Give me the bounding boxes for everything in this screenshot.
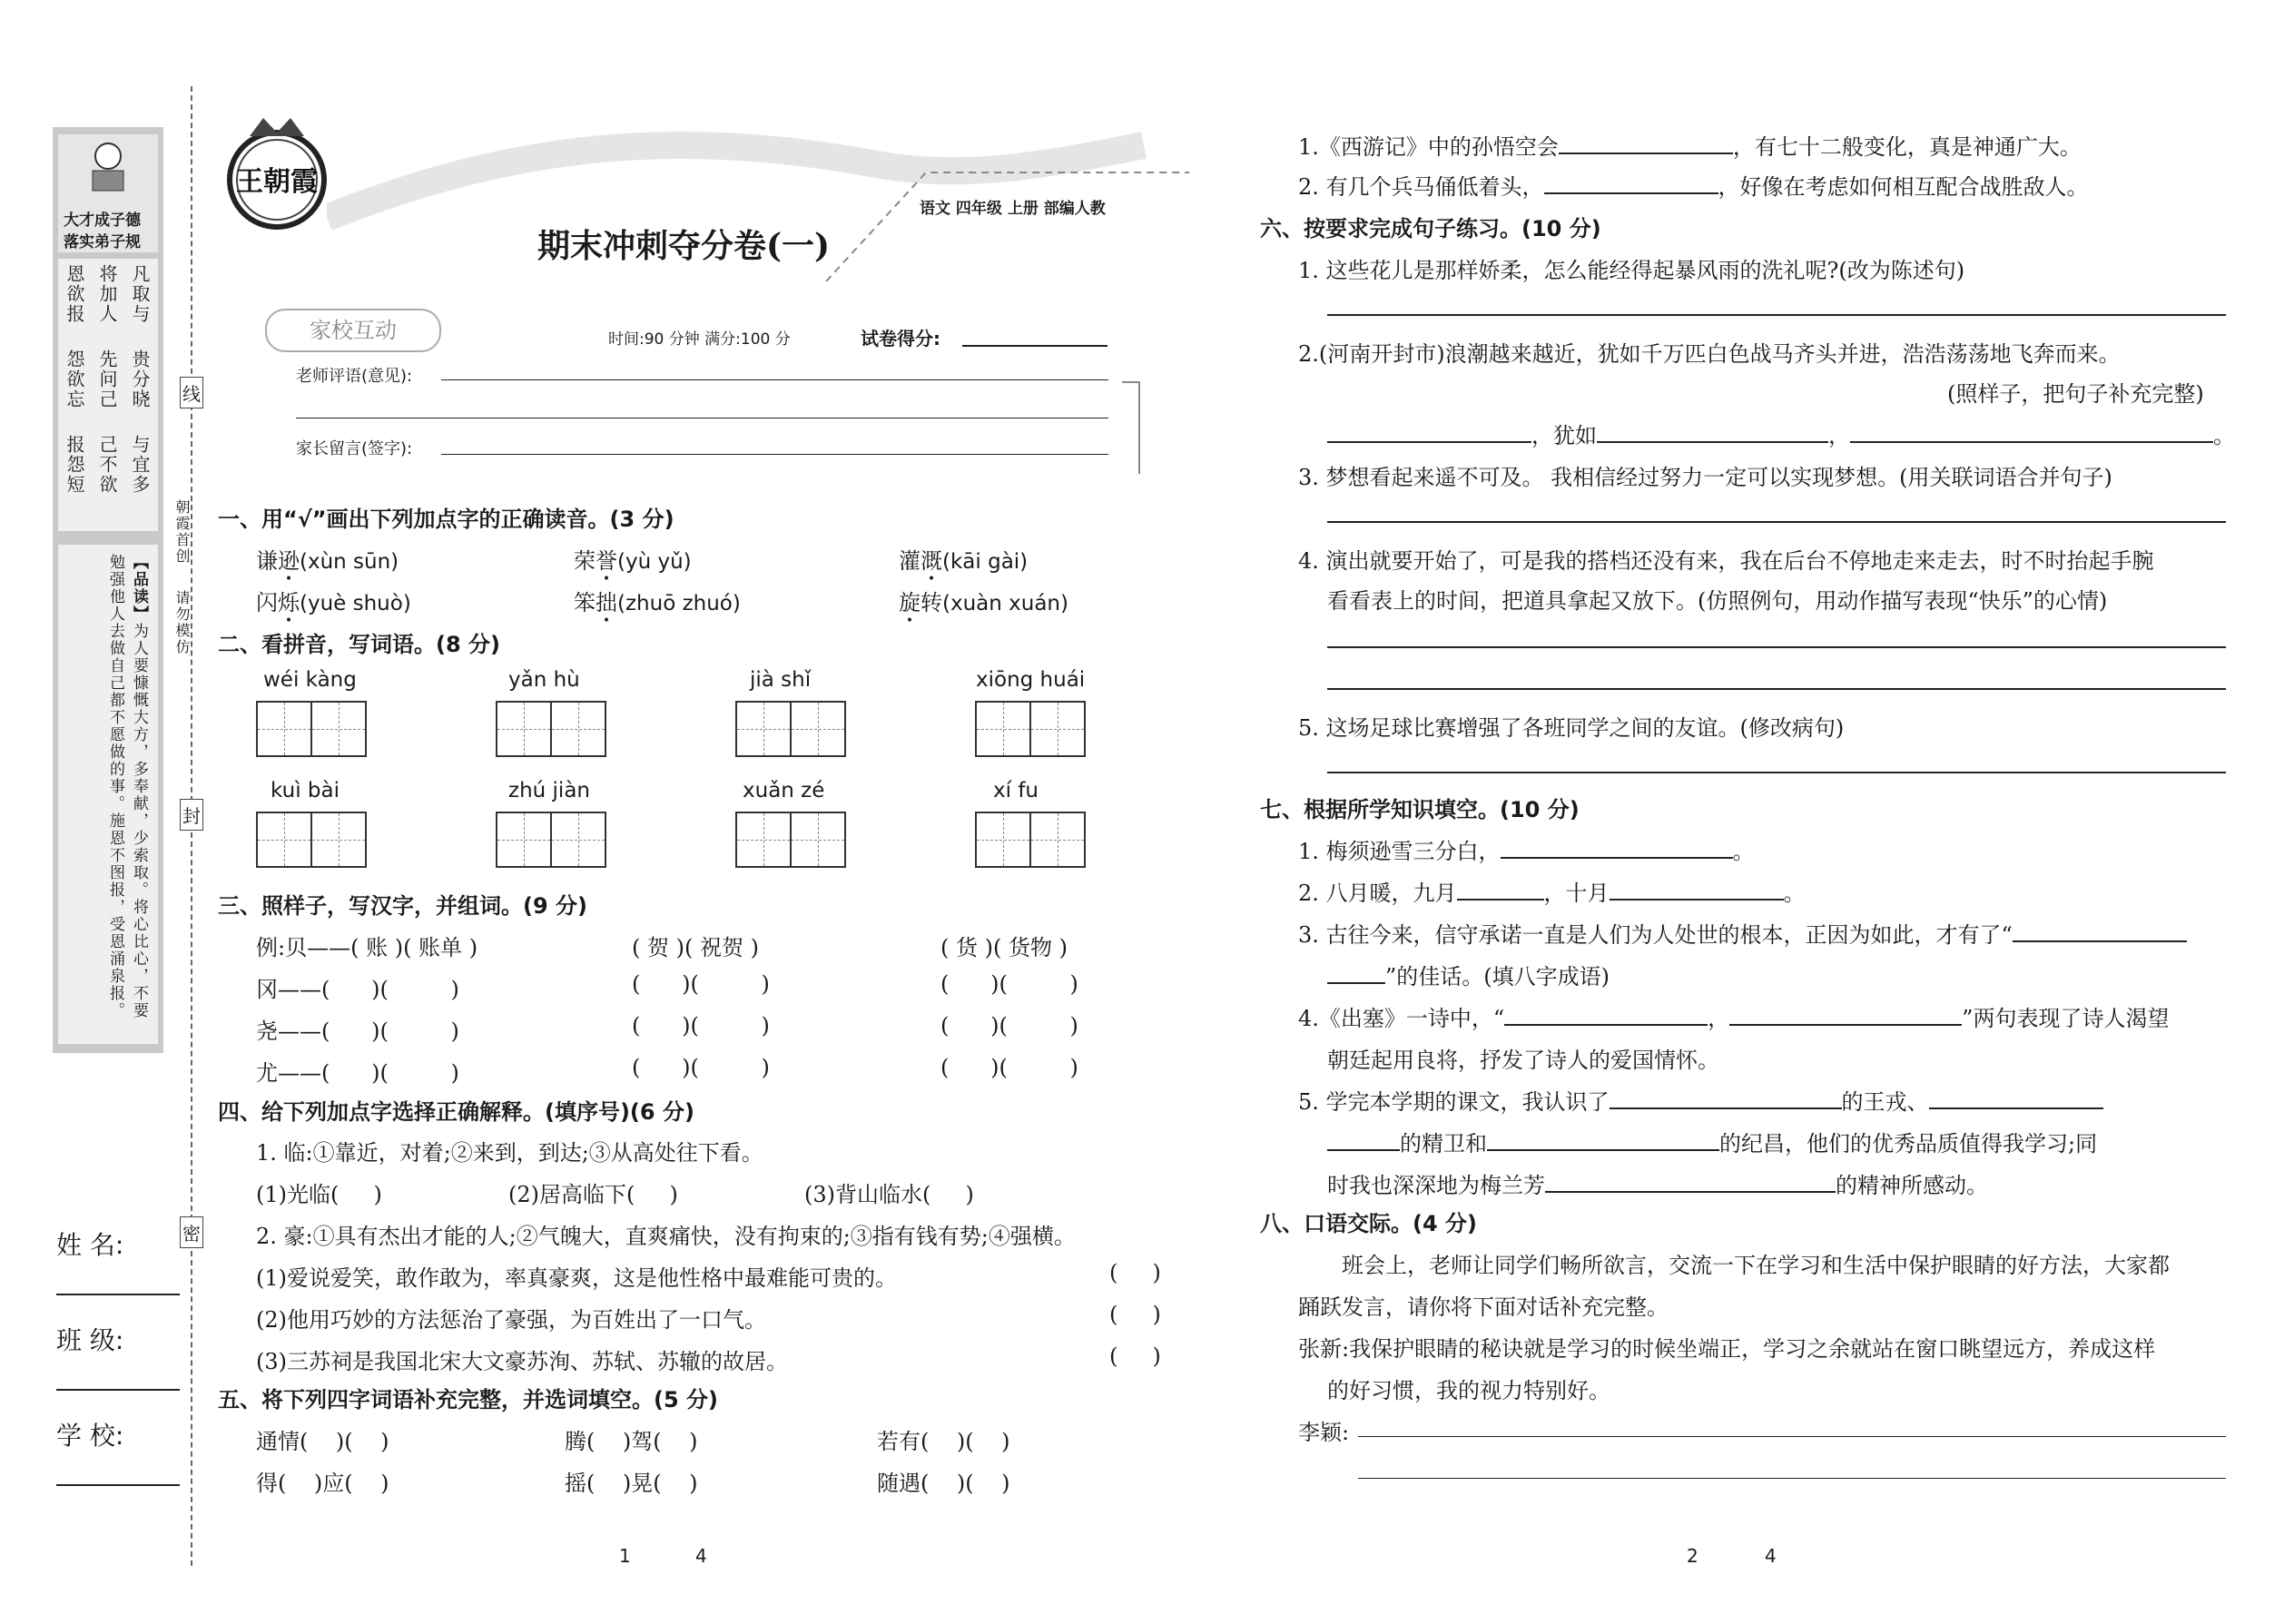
q4-1-a[interactable]: (1)光临( ) <box>256 1182 382 1207</box>
time-info: 时间:90 分钟 满分:100 分 <box>608 330 791 349</box>
q7-3: 3. 古往今来，信守承诺一直是人们为人处世的根本，正因为如此，才有了“ <box>1298 917 2187 949</box>
blank[interactable] <box>1504 1024 1708 1026</box>
q4-2-b: (2)他用巧妙的方法惩治了豪强，为百姓出了一口气。 <box>256 1307 766 1333</box>
pinyin-choice-3[interactable]: 灌溉(kāi gài) <box>899 548 1029 574</box>
page-number: 1 <box>619 1545 631 1567</box>
blank[interactable] <box>1610 899 1784 901</box>
idiom-blank[interactable]: 若有( )( ) <box>877 1429 1010 1454</box>
page-total: 4 <box>1765 1545 1777 1567</box>
blank[interactable] <box>1501 857 1733 859</box>
answer-paren[interactable]: ( ) <box>1109 1302 1161 1327</box>
blank[interactable] <box>2013 940 2187 942</box>
char-row[interactable]: ( )( ) <box>940 1055 1078 1080</box>
blank[interactable] <box>1850 441 2213 443</box>
blank[interactable] <box>1544 192 1718 194</box>
writing-grid[interactable] <box>496 701 605 757</box>
section-2-title: 二、看拼音，写词语。(8 分) <box>218 632 500 657</box>
reading-box <box>58 545 158 1044</box>
parent-comment-label: 家长留言(签字): <box>296 439 413 458</box>
wangzhaoxia-logo <box>218 109 336 236</box>
q6-2: 2.(河南开封市)浪潮越来越近，犹如千万匹白色战马齐头并进，浩浩荡荡地飞奔而来。 <box>1298 341 2121 367</box>
q7-4-c: 朝廷起用良将，抒发了诗人的爱国情怀。 <box>1327 1048 1719 1073</box>
char-row[interactable]: ( )( ) <box>632 971 770 997</box>
score-label: 试卷得分: <box>861 328 940 349</box>
verse-col: 将加人 <box>96 264 118 324</box>
pinyin-choice-2[interactable]: 荣誉(yù yǔ) <box>574 548 692 574</box>
verse-col: 凡取与 <box>129 264 151 324</box>
name-field[interactable] <box>56 1294 180 1295</box>
writing-grid[interactable] <box>975 812 1084 868</box>
blank[interactable] <box>1610 1107 1842 1109</box>
strip-line1: 大才成子德 <box>64 212 141 230</box>
seal-text: 请勿模仿 <box>173 590 191 655</box>
s8-paragraph: 踊跃发言，请你将下面对话补充完整。 <box>1298 1294 1669 1320</box>
pinyin-prompt: zhú jiàn <box>508 779 590 802</box>
writing-grid[interactable] <box>975 701 1084 757</box>
pinyin-prompt: yǎn hù <box>508 668 580 692</box>
writing-grid[interactable] <box>735 701 844 757</box>
verse-col: 贵分晓 <box>129 349 151 409</box>
class-label: 班 级: <box>56 1325 124 1355</box>
pinyin-prompt: wéi kàng <box>263 668 357 692</box>
pinyin-choice-1[interactable]: 谦逊(xùn sūn) <box>256 548 399 574</box>
q4-2-a: (1)爱说爱笑，敢作敢为，率真豪爽，这是他性格中最难能可贵的。 <box>256 1265 897 1291</box>
section-8-title: 八、口语交际。(4 分) <box>1260 1211 1477 1236</box>
idiom-blank[interactable]: 得( )应( ) <box>256 1471 389 1496</box>
idiom-blank[interactable]: 随遇( )( ) <box>877 1471 1010 1496</box>
q6-4: 4. 演出就要开始了，可是我的搭档还没有来，我在后台不停地走来走去，时不时抬起手腕 <box>1298 548 2154 574</box>
cut-mark: 封 <box>180 799 203 831</box>
section-3-title: 三、照样子，写汉字，并组词。(9 分) <box>218 893 587 919</box>
q7-3-b: ”的佳话。(填八字成语) <box>1327 959 1610 990</box>
q7-5: 5. 学完本学期的课文，我认识了 的王戎、 <box>1298 1084 2103 1116</box>
page-number: 2 <box>1687 1545 1698 1567</box>
answer-line[interactable] <box>1327 521 2226 523</box>
q6-2-fill: ，犹如 ， 。 <box>1327 418 2235 449</box>
q7-1: 1. 梅须逊雪三分白， 。 <box>1298 839 1755 864</box>
blank[interactable] <box>1457 899 1544 901</box>
blank[interactable] <box>1929 1107 2103 1109</box>
char-row[interactable]: 尧——( )( ) <box>256 1019 459 1044</box>
answer-line[interactable] <box>1327 688 2226 690</box>
section-7-title: 七、根据所学知识填空。(10 分) <box>1260 797 1580 822</box>
q7-5-b: 的精卫和 的纪昌，他们的优秀品质值得我学习;同 <box>1327 1126 2097 1157</box>
writing-grid[interactable] <box>256 701 365 757</box>
q4-2-c: (3)三苏祠是我国北宋大文豪苏洵、苏轼、苏辙的故居。 <box>256 1349 788 1374</box>
char-row[interactable]: ( )( ) <box>940 971 1078 997</box>
q6-1: 1. 这些花儿是那样娇柔，怎么能经得起暴风雨的洗礼呢?(改为陈述句) <box>1298 258 1965 283</box>
school-field[interactable] <box>56 1484 180 1486</box>
char-row[interactable]: ( )( ) <box>632 1055 770 1080</box>
section-4-title: 四、给下列加点字选择正确解释。(填序号)(6 分) <box>218 1099 694 1125</box>
s8-dialog: 的好习惯，我的视力特别好。 <box>1327 1378 1610 1403</box>
pinyin-prompt: xí fu <box>993 779 1039 802</box>
s8-paragraph: 班会上，老师让同学们畅所欲言，交流一下在学习和生活中保护眼睛的好方法，大家都 <box>1342 1253 2170 1278</box>
pinyin-choice-6[interactable]: 旋转(xuàn xuán) <box>899 590 1068 615</box>
writing-grid[interactable] <box>496 812 605 868</box>
idiom-blank[interactable]: 腾( )驾( ) <box>565 1429 698 1454</box>
section-6-title: 六、按要求完成句子练习。(10 分) <box>1260 216 1601 241</box>
pinyin-prompt: xiōng huái <box>976 668 1086 692</box>
home-school-badge: 家校互动 <box>265 309 441 352</box>
blank[interactable] <box>1545 1191 1836 1193</box>
pinyin-prompt: jià shǐ <box>750 668 812 692</box>
q4-1-b[interactable]: (2)居高临下( ) <box>508 1182 678 1207</box>
answer-line[interactable] <box>1327 314 2226 316</box>
pinyin-prompt: kuì bài <box>271 779 340 802</box>
verse-col: 报怨短 <box>64 435 85 495</box>
blank[interactable] <box>1327 441 1531 443</box>
blank[interactable] <box>1729 1024 1962 1026</box>
pinyin-prompt: xuǎn zé <box>743 779 825 802</box>
answer-line[interactable] <box>1327 772 2226 773</box>
blank[interactable] <box>1487 1149 1719 1151</box>
q6-5: 5. 这场足球比赛增强了各班同学之间的友谊。(修改病句) <box>1298 715 1845 741</box>
example-row: 例:贝——( 账 )( 账单 ) <box>256 935 478 960</box>
cut-mark: 线 <box>180 377 203 408</box>
q4-1-c[interactable]: (3)背山临水( ) <box>804 1182 974 1207</box>
s8-dialog: 张新:我保护眼睛的秘诀就是学习的时候坐端正，学习之余就站在窗口眺望远方，养成这样 <box>1298 1336 2156 1362</box>
section-5-title: 五、将下列四字词语补充完整，并选词填空。(5 分) <box>218 1387 718 1412</box>
reading-label: 【品读】 <box>130 554 148 623</box>
blank[interactable] <box>1327 982 1385 984</box>
child-reading-icon <box>85 140 131 194</box>
s8-answer-label: 李颖: <box>1298 1420 1350 1445</box>
q4-2: 2. 豪:①具有杰出才能的人;②气魄大，直爽痛快，没有拘束的;③指有钱有势;④强横。 <box>256 1224 1076 1249</box>
answer-paren[interactable]: ( ) <box>1109 1343 1161 1369</box>
fill-2: 2. 有几个兵马俑低着头， ，好像在考虑如何相互配合战胜敌人。 <box>1298 174 2089 200</box>
q6-4-b: 看看表上的时间，把道具拿起又放下。(仿照例句，用动作描写表现“快乐”的心情) <box>1327 588 2108 614</box>
q7-2: 2. 八月暖，九月 ，十月 。 <box>1298 881 1806 906</box>
q7-5-c: 时我也深深地为梅兰芳 的精神所感动。 <box>1327 1173 1988 1198</box>
school-label: 学 校: <box>56 1421 124 1451</box>
answer-line[interactable] <box>1327 646 2226 648</box>
answer-line[interactable] <box>1358 1436 2226 1437</box>
q7-4: 4.《出塞》一诗中，“ ， ”两句表现了诗人渴望 <box>1298 1006 2170 1031</box>
char-row[interactable]: ( )( ) <box>632 1013 770 1038</box>
q6-2-hint: (照样子，把句子补充完整) <box>1947 381 2204 407</box>
cut-mark: 密 <box>180 1216 203 1248</box>
example-row: ( 贺 )( 祝贺 ) <box>632 935 759 960</box>
score-field[interactable] <box>962 345 1108 347</box>
page-total: 4 <box>695 1545 707 1567</box>
writing-grid[interactable] <box>256 812 365 868</box>
idiom-blank[interactable]: 通情( )( ) <box>256 1429 389 1454</box>
reading-text: 为人要慷慨大方，多奉献，少索取。将心比心，不要勉强他人去做自己都不愿做的事。施恩不图报，受恩涌泉报。 <box>106 554 148 1019</box>
answer-line[interactable] <box>1358 1478 2226 1479</box>
blank[interactable] <box>1327 1149 1400 1151</box>
q4-1: 1. 临:①靠近，对着;②来到，到达;③从高处往下看。 <box>256 1140 763 1166</box>
section-1-title: 一、用“√”画出下列加点字的正确读音。(3 分) <box>218 507 674 532</box>
verse-col: 怨欲忘 <box>64 349 85 409</box>
char-row[interactable]: 尤——( )( ) <box>256 1060 459 1086</box>
example-row: ( 货 )( 货物 ) <box>940 935 1068 960</box>
pinyin-choice-5[interactable]: 笨拙(zhuō zhuó) <box>574 590 741 615</box>
blank[interactable] <box>1597 441 1828 443</box>
strip-header <box>58 134 158 252</box>
verse-box <box>58 259 158 531</box>
verse-col: 恩欲报 <box>64 264 85 324</box>
parent-comment-field[interactable] <box>441 454 1108 455</box>
teacher-comment-label: 老师评语(意见): <box>296 367 413 386</box>
strip-line2: 落实弟子规 <box>64 233 141 251</box>
svg-text:王朝霞: 王朝霞 <box>236 166 318 198</box>
blank[interactable] <box>1559 153 1733 154</box>
name-label: 姓 名: <box>56 1230 124 1260</box>
verse-col: 己不欲 <box>96 435 118 495</box>
verse-col: 与宜多 <box>129 435 151 495</box>
class-field[interactable] <box>56 1389 180 1391</box>
char-row[interactable]: ( )( ) <box>940 1013 1078 1038</box>
writing-grid[interactable] <box>735 812 844 868</box>
q6-3: 3. 梦想看起来遥不可及。 我相信经过努力一定可以实现梦想。(用关联词语合并句子) <box>1298 465 2112 490</box>
teacher-comment-field[interactable] <box>441 379 1108 380</box>
verse-col: 先问己 <box>96 349 118 409</box>
pinyin-choice-4[interactable]: 闪烁(yuè shuò) <box>256 590 411 615</box>
fill-1: 1.《西游记》中的孙悟空会 ，有七十二般变化，真是神通广大。 <box>1298 134 2082 160</box>
char-row[interactable]: 冈——( )( ) <box>256 977 459 1002</box>
answer-paren[interactable]: ( ) <box>1109 1260 1161 1285</box>
edition-meta: 语文 四年级 上册 部编人教 <box>920 200 1106 218</box>
seal-text: 朝霞首创 <box>173 499 191 565</box>
idiom-blank[interactable]: 摇( )晃( ) <box>565 1471 698 1496</box>
page-title: 期末冲刺夺分卷(一) <box>537 227 831 265</box>
